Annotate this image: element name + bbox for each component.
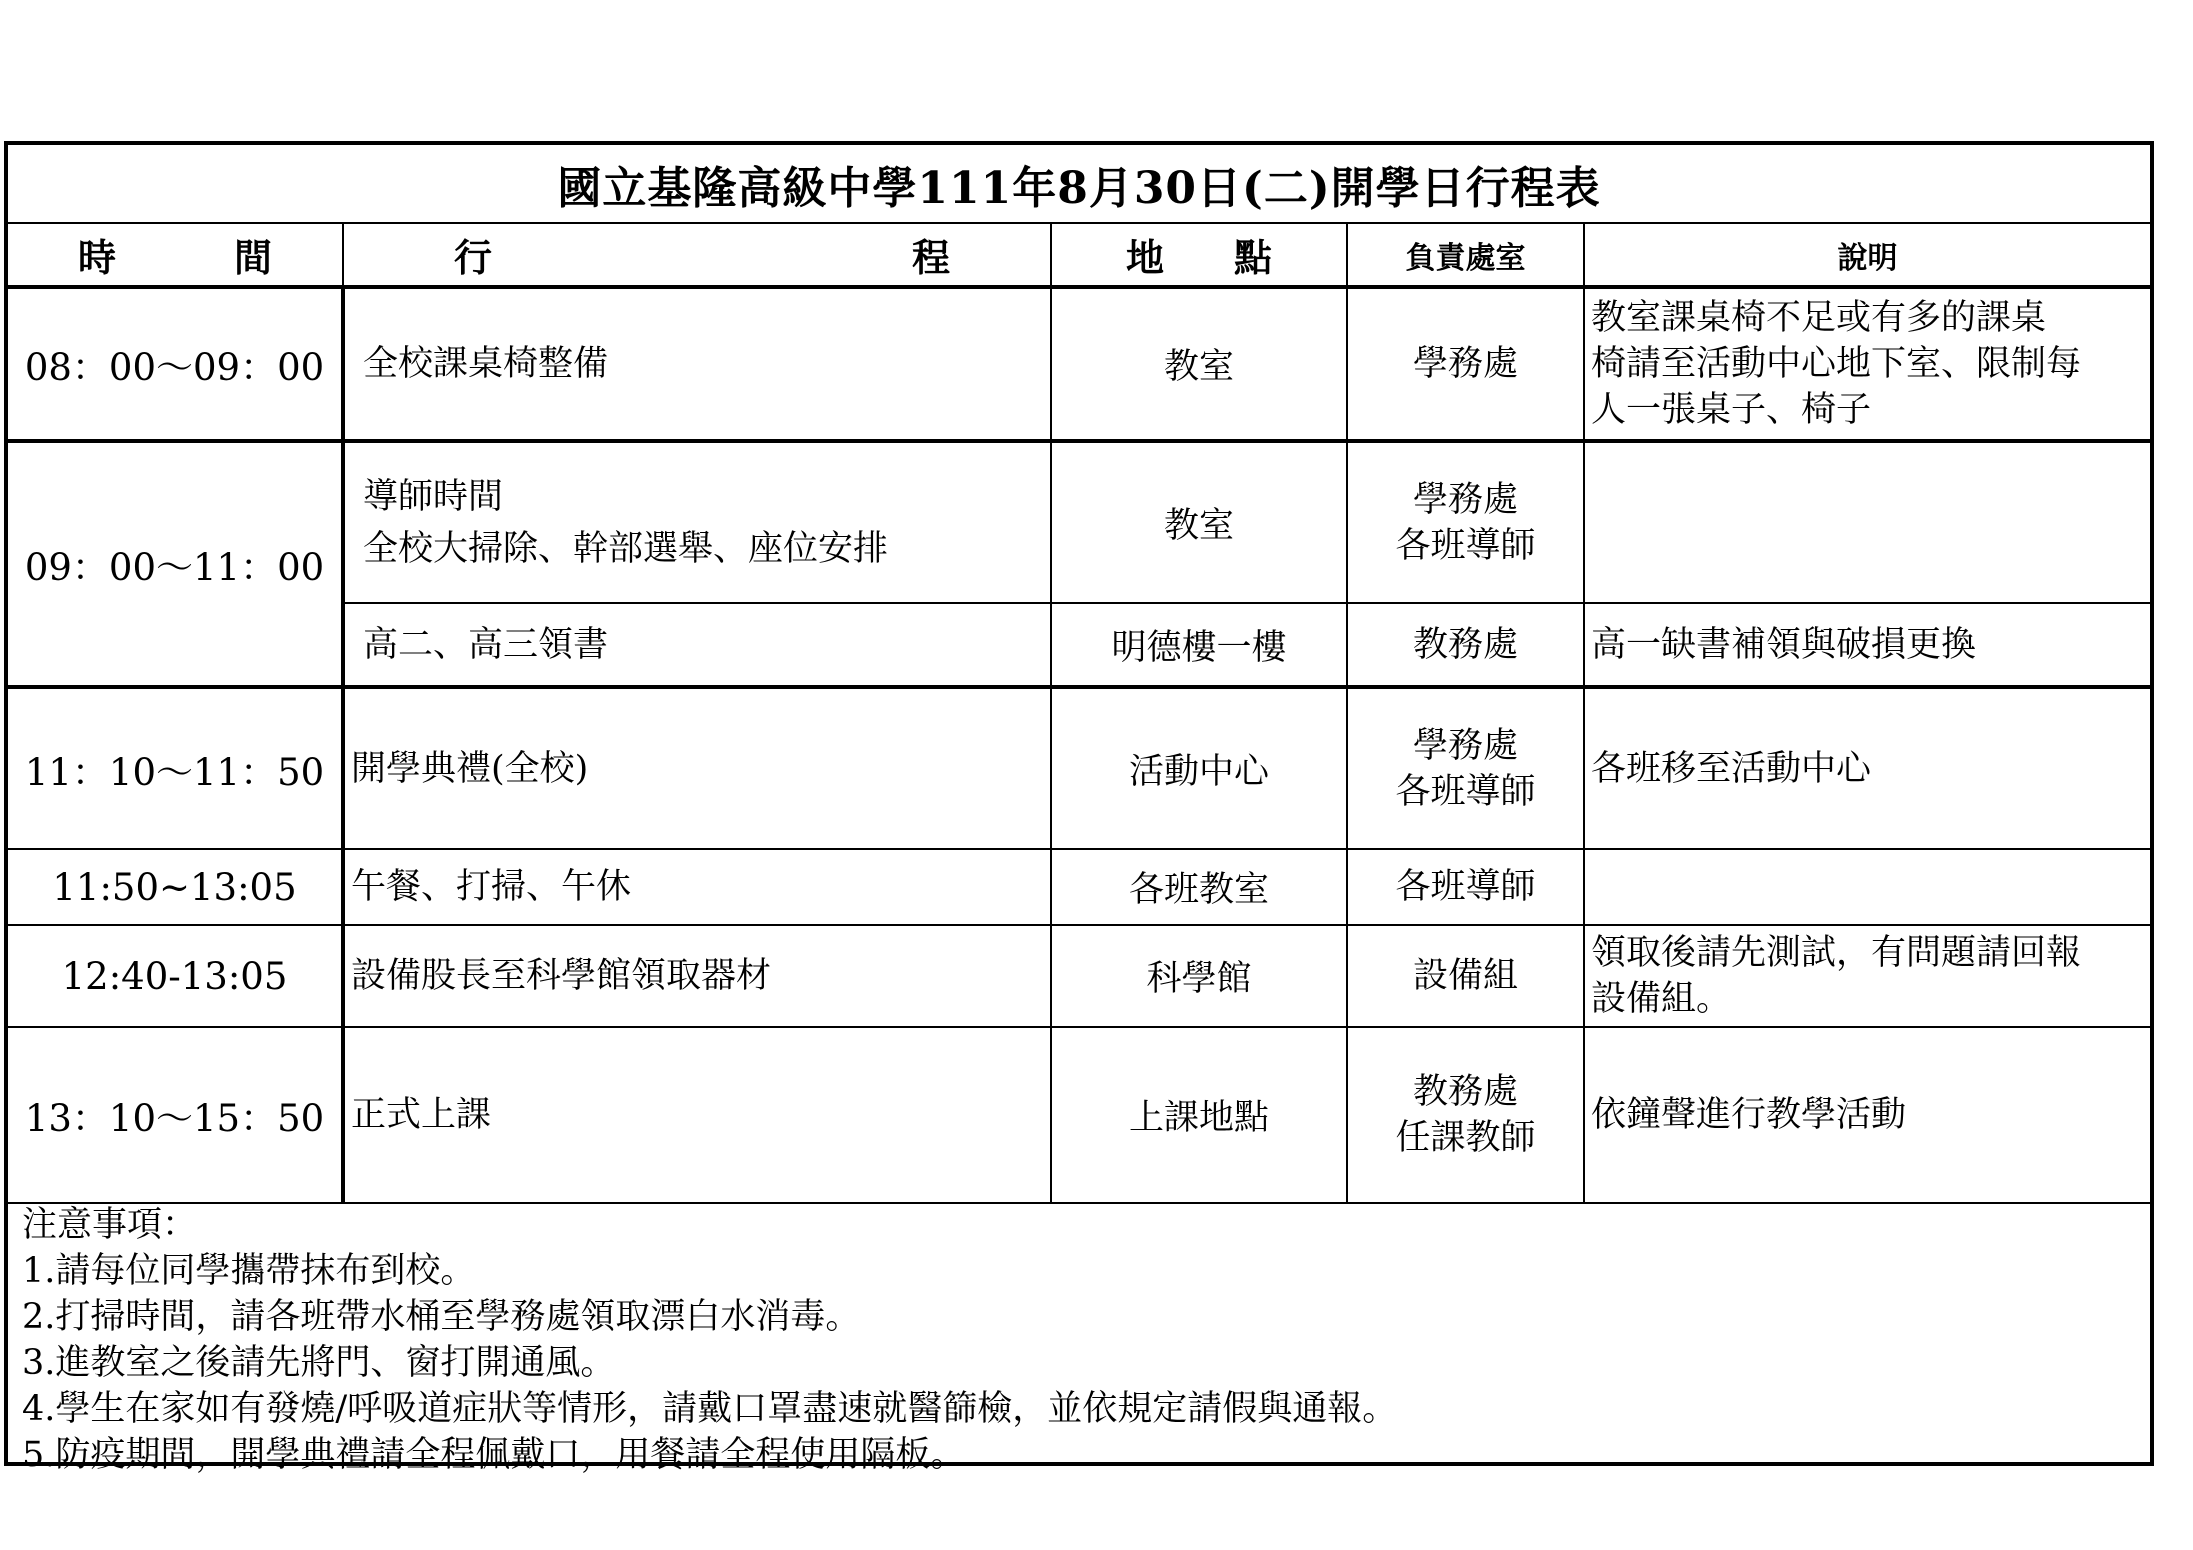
notes-item: 4.學生在家如有發燒/呼吸道症狀等情形，請戴口罩盡速就醫篩檢，並依規定請假與通報。	[22, 1389, 1398, 1429]
row-department	[1347, 287, 1584, 441]
row-note	[1584, 1027, 2150, 1203]
row-activity	[343, 287, 1051, 441]
activity-line: 導師時間	[363, 476, 504, 517]
header-location-char-2: 點	[1234, 235, 1273, 280]
table-row	[8, 287, 2150, 441]
activity-line: 設備股長至科學館領取器材	[351, 956, 772, 996]
header-time-char-2: 間	[233, 235, 272, 280]
row-note	[1584, 603, 2150, 687]
activity-line: 全校大掃除、幹部選舉、座位安排	[363, 528, 889, 569]
row-note	[1584, 441, 2150, 603]
header-activity	[343, 223, 1051, 287]
table-row	[8, 925, 2150, 1027]
row-activity	[343, 603, 1051, 687]
activity-line: 開學典禮(全校)	[351, 748, 589, 789]
title-row	[8, 145, 2150, 223]
table-row	[8, 849, 2150, 925]
table-row	[8, 687, 2150, 849]
note-line: 各班移至活動中心	[1591, 748, 1872, 789]
row-note	[1584, 925, 2150, 1027]
header-activity-char-2: 程	[911, 235, 950, 280]
row-department	[1347, 925, 1584, 1027]
note-line: 人一張桌子、椅子	[1591, 390, 1872, 430]
activity-line: 全校課桌椅整備	[363, 344, 609, 384]
department-line: 各班導師	[1395, 525, 1536, 566]
row-note	[1584, 287, 2150, 441]
department-line: 學務處	[1412, 725, 1518, 766]
header-row	[8, 223, 2150, 287]
table-row	[8, 441, 2150, 603]
header-department: 負責處室	[1347, 223, 1584, 287]
department-line: 設備組	[1412, 956, 1518, 996]
row-time: 13：10～15：50	[8, 1027, 343, 1203]
row-location: 教室	[1051, 441, 1347, 603]
row-time: 11:50~13:05	[8, 849, 343, 925]
row-time: 12:40-13:05	[8, 925, 343, 1027]
department-line: 任課教師	[1395, 1118, 1536, 1158]
row-location: 教室	[1051, 287, 1347, 441]
header-time-char-1: 時	[78, 235, 117, 280]
notes-section	[8, 1196, 2150, 1478]
schedule-sheet	[4, 141, 2154, 1475]
note-line: 依鐘聲進行教學活動	[1591, 1095, 1907, 1135]
table-row	[8, 1027, 2150, 1203]
notes-item: 5.防疫期間，開學典禮請全程佩戴口，用餐請全程使用隔板。	[22, 1435, 966, 1475]
row-department	[1347, 849, 1584, 925]
department-line: 各班導師	[1395, 867, 1536, 907]
note-line: 教室課桌椅不足或有多的課桌	[1591, 298, 2047, 338]
row-location: 科學館	[1051, 925, 1347, 1027]
activity-line: 午餐、打掃、午休	[351, 867, 632, 907]
activity-line: 正式上課	[351, 1095, 492, 1135]
row-location: 明德樓一樓	[1051, 603, 1347, 687]
note-line: 領取後請先測試，有問題請回報	[1591, 933, 2082, 973]
header-time	[8, 223, 343, 287]
row-activity	[343, 1027, 1051, 1203]
note-line: 設備組。	[1591, 979, 1732, 1019]
department-line: 各班導師	[1395, 771, 1536, 812]
row-time: 09：00～11：00	[8, 441, 343, 687]
row-activity	[343, 849, 1051, 925]
notes-heading: 注意事項：	[22, 1205, 198, 1245]
page-title: 國立基隆高級中學111年8月30日(二)開學日行程表	[8, 145, 2150, 223]
row-department	[1347, 603, 1584, 687]
row-activity	[343, 687, 1051, 849]
schedule-table	[8, 145, 2150, 1204]
row-department	[1347, 441, 1584, 603]
row-location: 上課地點	[1051, 1027, 1347, 1203]
row-activity	[343, 925, 1051, 1027]
row-location: 活動中心	[1051, 687, 1347, 849]
row-department	[1347, 1027, 1584, 1203]
row-time: 08：00～09：00	[8, 287, 343, 441]
activity-line: 高二、高三領書	[363, 624, 609, 665]
department-line: 學務處	[1412, 479, 1518, 520]
header-location-char-1: 地	[1125, 235, 1164, 280]
header-location	[1051, 223, 1347, 287]
notes-item: 3.進教室之後請先將門、窗打開通風。	[22, 1343, 616, 1383]
department-line: 教務處	[1412, 1072, 1518, 1112]
note-line: 高一缺書補領與破損更換	[1591, 624, 1977, 665]
row-department	[1347, 687, 1584, 849]
note-line: 椅請至活動中心地下室、限制每	[1591, 344, 2082, 384]
department-line: 學務處	[1412, 344, 1518, 384]
row-time: 11：10～11：50	[8, 687, 343, 849]
row-activity	[343, 441, 1051, 603]
notes-item: 2.打掃時間，請各班帶水桶至學務處領取漂白水消毒。	[22, 1297, 861, 1337]
header-note: 說明	[1584, 223, 2150, 287]
row-note	[1584, 687, 2150, 849]
header-activity-char-1: 行	[454, 235, 493, 280]
department-line: 教務處	[1412, 624, 1518, 665]
row-note	[1584, 849, 2150, 925]
notes-item: 1.請每位同學攜帶抹布到校。	[22, 1251, 476, 1291]
row-location: 各班教室	[1051, 849, 1347, 925]
